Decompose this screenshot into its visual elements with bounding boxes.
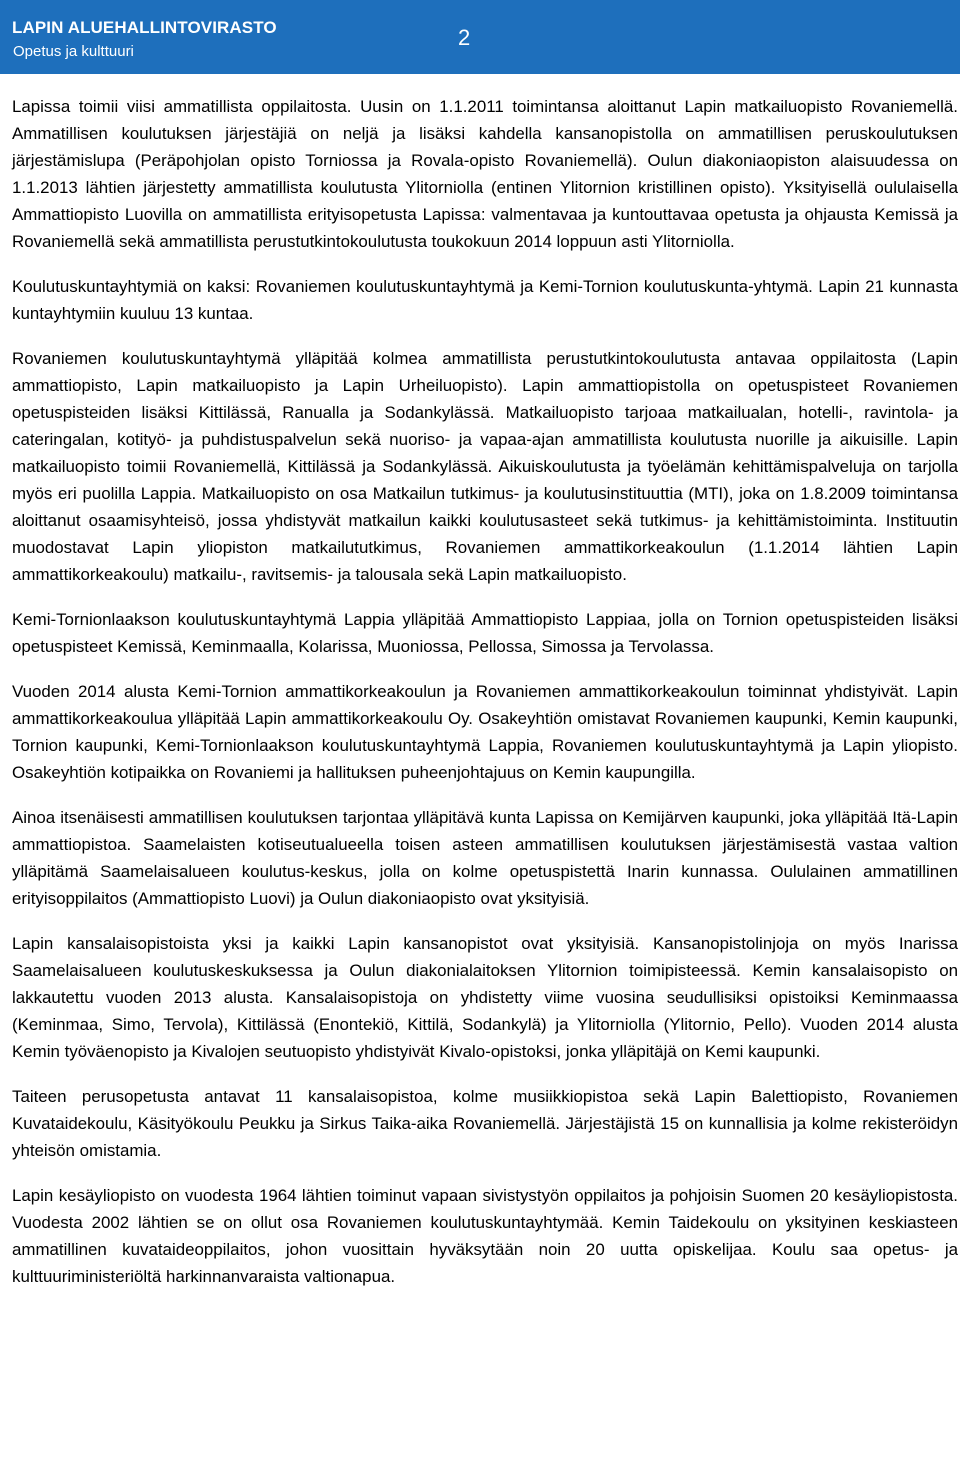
unit-name: Opetus ja kulttuuri <box>13 43 134 60</box>
paragraph: Vuoden 2014 alusta Kemi-Tornion ammattikorkeakoulun ja Rovaniemen ammattikorkeakoulun toiminnat yhdistyivät. Lapin ammattikorkeakoulua ylläpitää Lapin ammattikorkeakoulu Oy. Osakeyhtiön omistavat Rovaniemen kaupunki, Kemin kaupunki, Tornion kaupunki, Kemi-Tornionlaakson koulutuskuntayhtymä Lappia, Rovaniemen koulutuskuntayhtymä ja Lapin yliopisto. Osakeyhtiön kotipaikka on Rovaniemi ja hallituksen puheenjohtajuus on Kemin kaupungilla. <box>12 682 958 782</box>
paragraph: Koulutuskuntayhtymiä on kaksi: Rovaniemen koulutuskuntayhtymä ja Kemi-Tornion koulutuskunta-yhtymä. Lapin 21 kunnasta kuntayhtymiin kuuluu 13 kuntaa. <box>12 277 958 323</box>
paragraph: Taiteen perusopetusta antavat 11 kansalaisopistoa, kolme musiikkiopistoa sekä Lapin Balettiopisto, Rovaniemen Kuvataidekoulu, Käsityökoulu Peukku ja Sirkus Taika-aika Rovaniemellä. Järjestäjistä 15 on kunnallisia ja kolme rekisteröidyn yhteisön omistamia. <box>12 1087 958 1160</box>
paragraph: Lapin kansalaisopistoista yksi ja kaikki Lapin kansanopistot ovat yksityisiä. Kansanopistolinjoja on myös Inarissa Saamelaisalueen koulutuskeskuksessa ja Oulun diakonialaitoksen Ylitornion toimipisteessä. Kemin kansalaisopisto on lakkautettu vuoden 2013 alusta. Kansalaisopistoja on yhdistetty viime vuosina seudullisiksi opistoiksi Keminmaassa (Keminmaa, Simo, Tervola), Kittilässä (Enontekiö, Kittilä, Sodankylä) ja Ylitorniolla (Ylitornio, Pello). Vuoden 2014 alusta Kemin työväenopisto ja Kivalojen seutuopisto yhdistyivät Kivalo-opistoksi, jonka ylläpitäjä on Kemi kaupunki. <box>12 934 958 1061</box>
page-number: 2 <box>458 25 471 50</box>
paragraph: Kemi-Tornionlaakson koulutuskuntayhtymä Lappia ylläpitää Ammattiopisto Lappiaa, jolla on Tornion opetuspisteiden lisäksi opetuspisteet Kemissä, Keminmaalla, Kolarissa, Muoniossa, Pellossa, Simossa ja Tervolassa. <box>12 610 958 656</box>
page-header <box>0 0 960 74</box>
paragraph: Lapin kesäyliopisto on vuodesta 1964 lähtien toiminut vapaan sivistystyön oppilaitos ja pohjoisin Suomen 20 kesäyliopistosta. Vuodesta 2002 lähtien se on ollut osa Rovaniemen koulutuskuntayhtymää. Kemin Taidekoulu on yksityinen keskiasteen ammatillinen kuvataideoppilaitos, johon vuosittain hyväksytään noin 20 uutta opiskelijaa. Koulu saa opetus- ja kulttuuriministeriöltä harkinnanvaraista valtionapua. <box>12 1186 958 1286</box>
paragraph: Lapissa toimii viisi ammatillista oppilaitosta. Uusin on 1.1.2011 toimintansa aloittanut Lapin matkailuopisto Rovaniemellä. Ammatillisen koulutuksen järjestäjiä on neljä ja lisäksi kahdella kansanopistolla on ammatillisen peruskoulutuksen järjestämislupa (Peräpohjolan opisto Torniossa ja Rovala-opisto Rovaniemellä). Oulun diakoniaopiston alaisuudessa on 1.1.2013 lähtien järjestetty ammatillista koulutusta Ylitorniolla (entinen Ylitornion kristillinen opisto). Yksityisellä oululaisella Ammattiopisto Luovilla on ammatillista erityisopetusta Lapissa: valmentavaa ja kuntouttavaa opetusta ja ohjausta Kemissä ja Rovaniemellä sekä ammatillista perustutkintokoulutusta toukokuun 2014 loppuun asti Ylitorniolla. <box>12 97 958 251</box>
organization-name: LAPIN ALUEHALLINTOVIRASTO <box>12 18 277 37</box>
document-body <box>12 93 958 1308</box>
paragraph: Ainoa itsenäisesti ammatillisen koulutuksen tarjontaa ylläpitävä kunta Lapissa on Kemijärven kaupunki, joka ylläpitää Itä-Lapin ammattiopistoa. Saamelaisten kotiseutualueella toisen asteen ammatillisen koulutuksen järjestämisestä vastaa valtion ylläpitämä Saamelaisalueen koulutus-keskus, jolla on kolme opetuspistettä Inarin kunnassa. Oululainen ammatillinen erityisoppilaitos (Ammattiopisto Luovi) ja Oulun diakoniaopisto ovat yksityisiä. <box>12 808 958 908</box>
paragraph: Rovaniemen koulutuskuntayhtymä ylläpitää kolmea ammatillista perustutkintokoulutusta antavaa oppilaitosta (Lapin ammattiopisto, Lapin matkailuopisto ja Lapin Urheiluopisto). Lapin ammattiopistolla on opetuspisteet Rovaniemen opetuspisteiden lisäksi Kittilässä, Ranualla ja Sodankylässä. Matkailuopisto tarjoaa matkailualan, hotelli-, ravintola- ja cateringalan, kotityö- ja puhdistuspalvelun sekä nuoriso- ja vapaa-ajan ammatillista koulutusta nuorille ja aikuisille. Lapin matkailuopisto toimii Rovaniemellä, Kittilässä ja Sodankylässä. Aikuiskoulutusta ja työelämän kehittämispalveluja on tarjolla myös eri puolilla Lappia. Matkailuopisto on osa Matkailun tutkimus- ja koulutusinstituuttia (MTI), joka on 1.8.2009 toimintansa aloittanut osaamisyhteisö, jossa yhdistyvät matkailun kaikki koulutusasteet sekä tutkimus- ja kehittämistoiminta. Instituutin muodostavat Lapin yliopiston matkailututkimus, Rovaniemen ammattikorkeakoulun (1.1.2014 lähtien Lapin ammattikorkeakoulu) matkailu-, ravitsemis- ja talousala sekä Lapin matkailuopisto. <box>12 349 958 584</box>
